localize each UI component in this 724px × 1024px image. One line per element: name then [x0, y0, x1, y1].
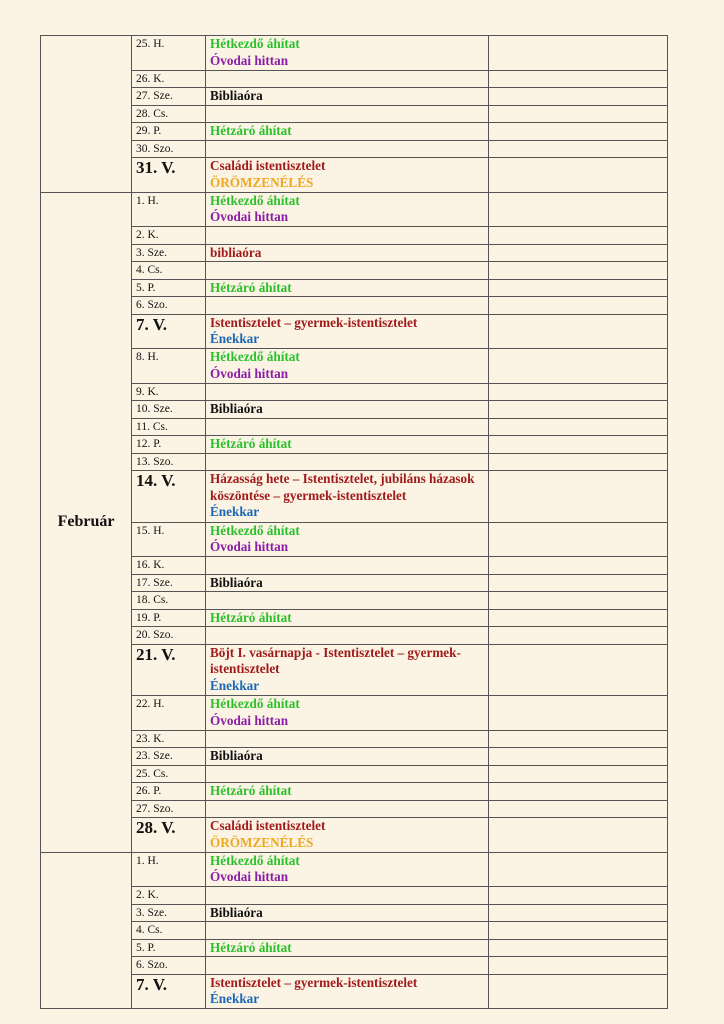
event-cell: [206, 453, 489, 471]
table-row: [41, 696, 668, 731]
event-entry: Bibliaóra: [210, 401, 263, 416]
table-row: [41, 192, 668, 227]
event-entry: Családi istentisztelet: [210, 818, 326, 833]
date-cell: 13. Szo.: [132, 453, 206, 471]
notes-cell: [489, 922, 668, 940]
notes-cell: [489, 627, 668, 645]
date-cell: 26. K.: [132, 70, 206, 88]
table-row: [41, 765, 668, 783]
date-cell: 5. P.: [132, 279, 206, 297]
event-entry: Óvodai hittan: [210, 209, 289, 224]
event-cell: [206, 887, 489, 905]
table-row: [41, 453, 668, 471]
event-entry: Óvodai hittan: [210, 52, 289, 68]
event-cell: [206, 192, 489, 227]
month-label: Február: [41, 192, 132, 852]
event-cell: [206, 730, 489, 748]
notes-cell: [489, 436, 668, 454]
notes-cell: [489, 592, 668, 610]
event-cell: [206, 105, 489, 123]
date-cell: 6. Szo.: [132, 297, 206, 315]
date-cell: 17. Sze.: [132, 574, 206, 592]
table-row: [41, 123, 668, 141]
notes-cell: [489, 244, 668, 262]
notes-cell: [489, 227, 668, 245]
event-cell: [206, 401, 489, 419]
event-entry: Bibliaóra: [210, 574, 263, 590]
table-row: [41, 574, 668, 592]
date-cell: 4. Cs.: [132, 262, 206, 280]
notes-cell: [489, 783, 668, 801]
notes-cell: [489, 262, 668, 280]
table-row: [41, 783, 668, 801]
notes-cell: [489, 557, 668, 575]
table-row: [41, 852, 668, 887]
date-cell: 7. V.: [132, 974, 206, 1009]
event-cell: [206, 939, 489, 957]
date-cell: 25. H.: [132, 36, 206, 71]
event-cell: [206, 314, 489, 349]
table-row: [41, 609, 668, 627]
notes-cell: [489, 852, 668, 887]
date-cell: 29. P.: [132, 123, 206, 141]
notes-cell: [489, 401, 668, 419]
notes-cell: [489, 314, 668, 349]
date-cell: 4. Cs.: [132, 922, 206, 940]
notes-cell: [489, 957, 668, 975]
notes-cell: [489, 574, 668, 592]
date-cell: 10. Sze.: [132, 401, 206, 419]
event-entry: Hétzáró áhítat: [210, 783, 292, 798]
table-row: [41, 557, 668, 575]
notes-cell: [489, 297, 668, 315]
date-cell: 1. H.: [132, 192, 206, 227]
notes-cell: [489, 88, 668, 106]
event-cell: [206, 748, 489, 766]
event-entry: Bibliaóra: [210, 904, 263, 920]
notes-cell: [489, 140, 668, 158]
event-cell: [206, 974, 489, 1009]
notes-cell: [489, 522, 668, 557]
event-entry: ÖRÖMZENÉLÉS: [210, 834, 314, 850]
table-row: [41, 436, 668, 454]
notes-cell: [489, 887, 668, 905]
event-entry: Böjt I. vasárnapja - Istentisztelet – gyermek-istentisztelet: [210, 644, 461, 676]
date-cell: 12. P.: [132, 436, 206, 454]
event-entry: Hétkezdő áhítat: [210, 349, 300, 364]
date-cell: 23. K.: [132, 730, 206, 748]
event-entry: Hétkezdő áhítat: [210, 192, 300, 208]
event-entry: Hétkezdő áhítat: [210, 852, 300, 868]
event-entry: Családi istentisztelet: [210, 158, 326, 173]
table-row: [41, 922, 668, 940]
table-row: [41, 262, 668, 280]
date-cell: 31. V.: [132, 158, 206, 193]
table-row: [41, 140, 668, 158]
table-row-sunday: [41, 974, 668, 1009]
date-cell: 27. Szo.: [132, 800, 206, 818]
notes-cell: [489, 974, 668, 1009]
event-cell: [206, 88, 489, 106]
event-entry: Istentisztelet – gyermek-istentisztelet: [210, 974, 418, 990]
date-cell: 27. Sze.: [132, 88, 206, 106]
event-entry: Hétkezdő áhítat: [210, 696, 300, 711]
event-entry: bibliaóra: [210, 244, 262, 260]
date-cell: 15. H.: [132, 522, 206, 557]
table-row: [41, 105, 668, 123]
notes-cell: [489, 279, 668, 297]
event-entry: Hétzáró áhítat: [210, 123, 292, 138]
table-row: [41, 592, 668, 610]
date-cell: 16. K.: [132, 557, 206, 575]
event-entry: Óvodai hittan: [210, 712, 289, 728]
notes-cell: [489, 36, 668, 71]
event-cell: [206, 557, 489, 575]
notes-cell: [489, 383, 668, 401]
date-cell: 28. V.: [132, 818, 206, 853]
event-entry: Hétkezdő áhítat: [210, 36, 300, 51]
notes-cell: [489, 818, 668, 853]
event-entry: Énekkar: [210, 991, 260, 1006]
notes-cell: [489, 158, 668, 193]
event-cell: [206, 574, 489, 592]
table-row: [41, 70, 668, 88]
event-cell: [206, 609, 489, 627]
event-cell: [206, 349, 489, 384]
event-cell: [206, 297, 489, 315]
date-cell: 18. Cs.: [132, 592, 206, 610]
schedule-table: [40, 35, 668, 1009]
date-cell: 30. Szo.: [132, 140, 206, 158]
date-cell: 2. K.: [132, 887, 206, 905]
table-row: [41, 730, 668, 748]
date-cell: 1. H.: [132, 852, 206, 887]
event-cell: [206, 644, 489, 696]
date-cell: 21. V.: [132, 644, 206, 696]
event-cell: [206, 783, 489, 801]
event-cell: [206, 957, 489, 975]
table-row: [41, 748, 668, 766]
event-cell: [206, 418, 489, 436]
date-cell: 26. P.: [132, 783, 206, 801]
notes-cell: [489, 349, 668, 384]
event-entry: Énekkar: [210, 677, 260, 693]
notes-cell: [489, 70, 668, 88]
date-cell: 28. Cs.: [132, 105, 206, 123]
event-cell: [206, 471, 489, 523]
notes-cell: [489, 939, 668, 957]
event-cell: [206, 800, 489, 818]
table-row: [41, 349, 668, 384]
notes-cell: [489, 765, 668, 783]
event-entry: Hétzáró áhítat: [210, 609, 292, 625]
event-entry: Bibliaóra: [210, 748, 263, 763]
event-cell: [206, 279, 489, 297]
event-entry: Hétzáró áhítat: [210, 939, 292, 955]
notes-cell: [489, 453, 668, 471]
event-entry: Házasság hete – Istentisztelet, jubiláns házasok köszöntése – gyermek-istentisztelet: [210, 471, 475, 503]
date-cell: 14. V.: [132, 471, 206, 523]
event-cell: [206, 818, 489, 853]
notes-cell: [489, 123, 668, 141]
event-entry: Énekkar: [210, 504, 260, 519]
table-row-sunday: [41, 314, 668, 349]
notes-cell: [489, 800, 668, 818]
event-cell: [206, 227, 489, 245]
table-row: [41, 522, 668, 557]
table-row: [41, 36, 668, 71]
table-row: [41, 401, 668, 419]
event-entry: Óvodai hittan: [210, 539, 289, 554]
notes-cell: [489, 418, 668, 436]
event-cell: [206, 383, 489, 401]
event-entry: ÖRÖMZENÉLÉS: [210, 174, 314, 190]
date-cell: 22. H.: [132, 696, 206, 731]
date-cell: 25. Cs.: [132, 765, 206, 783]
table-row: [41, 88, 668, 106]
table-row: [41, 227, 668, 245]
notes-cell: [489, 748, 668, 766]
event-cell: [206, 696, 489, 731]
date-cell: 7. V.: [132, 314, 206, 349]
event-cell: [206, 244, 489, 262]
event-cell: [206, 262, 489, 280]
event-cell: [206, 70, 489, 88]
event-cell: [206, 140, 489, 158]
table-row: [41, 627, 668, 645]
table-row: [41, 939, 668, 957]
notes-cell: [489, 730, 668, 748]
event-cell: [206, 765, 489, 783]
event-cell: [206, 592, 489, 610]
event-cell: [206, 36, 489, 71]
date-cell: 3. Sze.: [132, 244, 206, 262]
table-row-sunday: [41, 158, 668, 193]
event-cell: [206, 522, 489, 557]
notes-cell: [489, 644, 668, 696]
table-row: [41, 244, 668, 262]
table-row: [41, 383, 668, 401]
table-row: [41, 279, 668, 297]
date-cell: 20. Szo.: [132, 627, 206, 645]
table-row-sunday: [41, 644, 668, 696]
date-cell: 19. P.: [132, 609, 206, 627]
event-entry: Énekkar: [210, 331, 260, 346]
event-entry: Hétzáró áhítat: [210, 436, 292, 451]
table-row: [41, 418, 668, 436]
event-entry: Hétzáró áhítat: [210, 279, 292, 295]
date-cell: 3. Sze.: [132, 904, 206, 922]
notes-cell: [489, 609, 668, 627]
date-cell: 9. K.: [132, 383, 206, 401]
date-cell: 23. Sze.: [132, 748, 206, 766]
notes-cell: [489, 471, 668, 523]
event-entry: Istentisztelet – gyermek-istentisztelet: [210, 314, 418, 330]
date-cell: 11. Cs.: [132, 418, 206, 436]
event-cell: [206, 852, 489, 887]
event-cell: [206, 922, 489, 940]
date-cell: 5. P.: [132, 939, 206, 957]
notes-cell: [489, 105, 668, 123]
event-cell: [206, 123, 489, 141]
month-label: [41, 36, 132, 193]
table-row: [41, 957, 668, 975]
event-cell: [206, 627, 489, 645]
event-entry: Óvodai hittan: [210, 365, 289, 381]
month-label: [41, 852, 132, 1009]
event-cell: [206, 158, 489, 193]
table-row: [41, 297, 668, 315]
notes-cell: [489, 904, 668, 922]
table-row-sunday: [41, 818, 668, 853]
table-row: [41, 887, 668, 905]
event-entry: Bibliaóra: [210, 88, 263, 103]
notes-cell: [489, 696, 668, 731]
event-entry: Hétkezdő áhítat: [210, 522, 300, 538]
notes-cell: [489, 192, 668, 227]
table-row: [41, 904, 668, 922]
date-cell: 6. Szo.: [132, 957, 206, 975]
date-cell: 8. H.: [132, 349, 206, 384]
table-row-sunday: [41, 471, 668, 523]
table-row: [41, 800, 668, 818]
event-entry: Óvodai hittan: [210, 869, 289, 884]
date-cell: 2. K.: [132, 227, 206, 245]
event-cell: [206, 904, 489, 922]
event-cell: [206, 436, 489, 454]
